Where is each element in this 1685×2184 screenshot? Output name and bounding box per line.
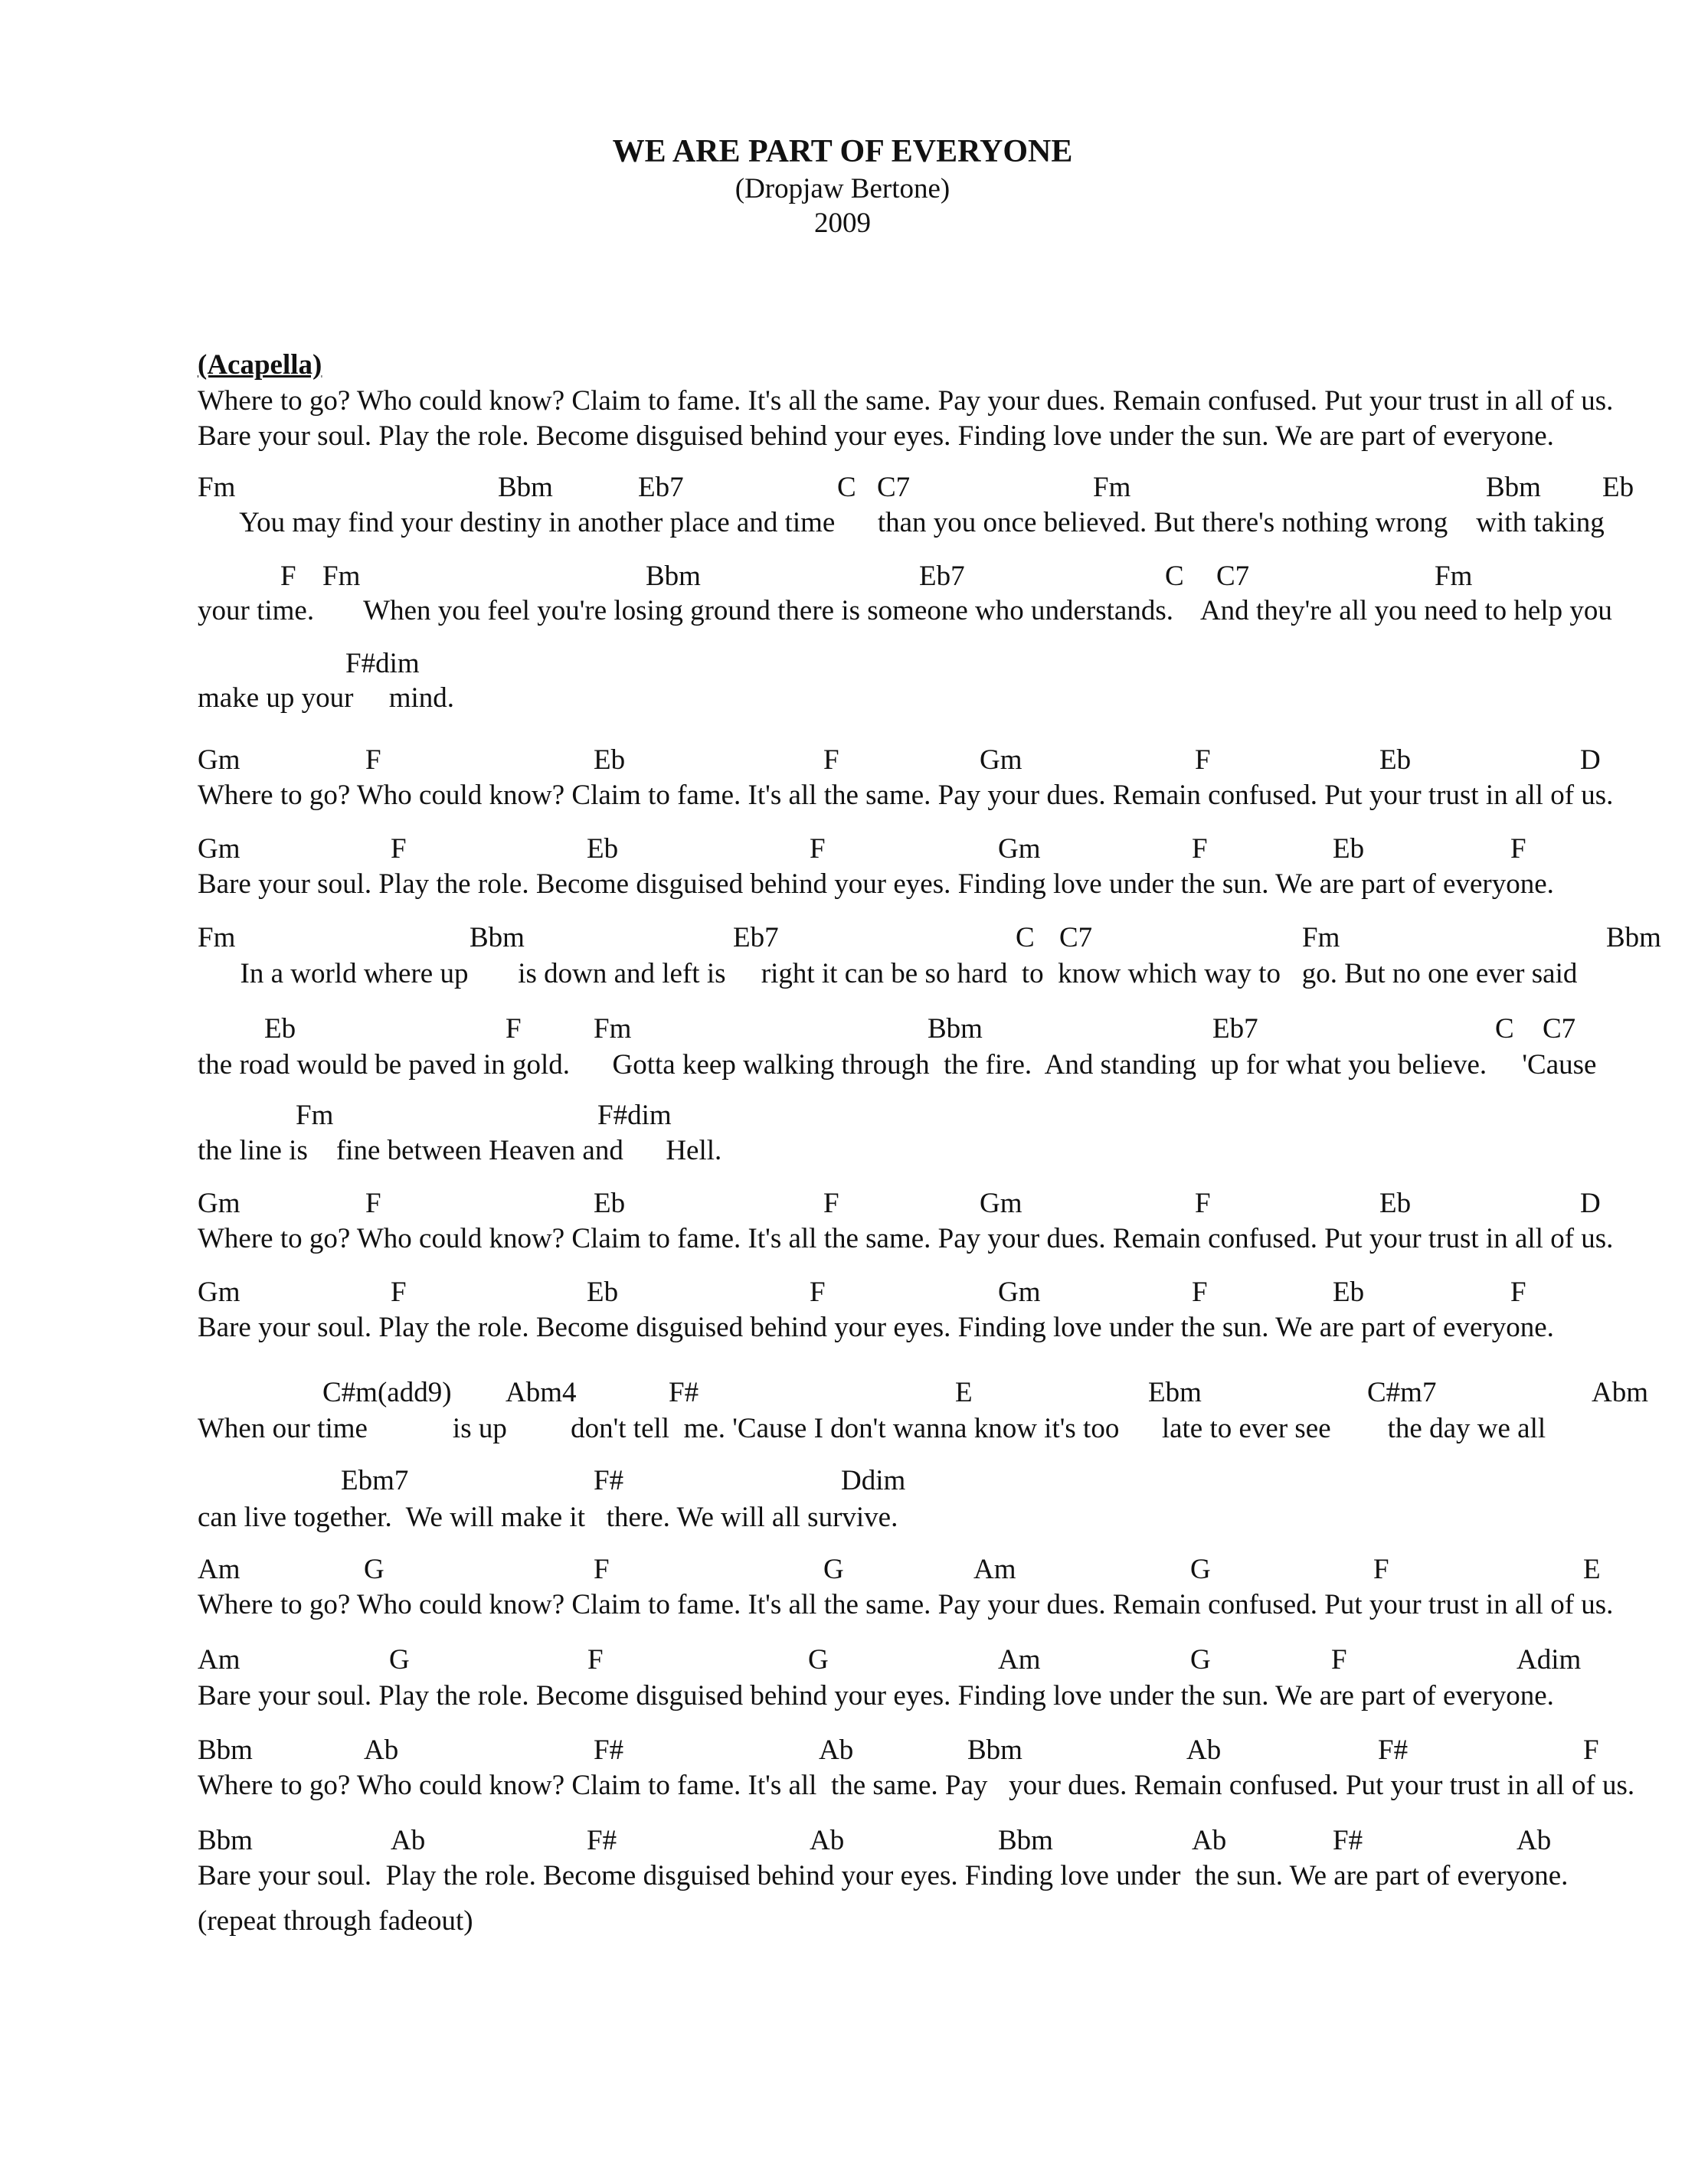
chord-label: C xyxy=(1016,922,1035,953)
chord-label: Bbm xyxy=(967,1734,1022,1766)
chord-label: Eb7 xyxy=(733,922,779,953)
chord-label: Bbm xyxy=(470,922,525,953)
chord-label: F# xyxy=(1333,1825,1363,1856)
chord-label: Eb xyxy=(1333,833,1365,865)
chord-label: Bbm xyxy=(198,1734,253,1766)
chord-label: Ab xyxy=(1516,1825,1552,1856)
chord-label: F xyxy=(391,1277,407,1308)
chord-label: Eb xyxy=(264,1013,296,1045)
chord-label: Eb7 xyxy=(919,561,965,592)
chord-label: Adim xyxy=(1516,1644,1582,1676)
chord-label: Bbm xyxy=(1486,472,1541,503)
lyric-line: the road would be paved in gold. Gotta keep walking through the fire. And standing up for what you believe. 'Cause xyxy=(198,1049,1597,1081)
chord-label: E xyxy=(1583,1554,1601,1585)
chord-label: Bbm xyxy=(998,1825,1053,1856)
lyric-line: make up your mind. xyxy=(198,682,455,714)
chord-label: F xyxy=(1195,744,1211,776)
chord-label: Gm xyxy=(980,1188,1022,1219)
chord-label: Am xyxy=(198,1644,240,1676)
chord-label: D xyxy=(1580,1188,1601,1219)
chord-label: F# xyxy=(594,1465,624,1496)
song-artist: (Dropjaw Bertone) xyxy=(735,173,950,204)
chord-label: F xyxy=(365,744,381,776)
chord-label: F xyxy=(810,833,826,865)
chord-label: Eb xyxy=(1333,1277,1365,1308)
chord-label: F xyxy=(1195,1188,1211,1219)
chord-label: F xyxy=(1583,1734,1599,1766)
chord-label: F xyxy=(391,833,407,865)
chord-label: F# xyxy=(1378,1734,1409,1766)
chord-label: F xyxy=(810,1277,826,1308)
lyric-line: You may find your destiny in another place and time than you once believed. But there's nothing wrong with taking xyxy=(198,507,1605,538)
chord-label: F xyxy=(823,1188,839,1219)
chord-label: Fm xyxy=(198,922,236,953)
chord-label: Eb7 xyxy=(1212,1013,1258,1045)
chord-label: Abm4 xyxy=(506,1377,577,1408)
chord-label: Gm xyxy=(198,744,240,776)
chord-label: F xyxy=(365,1188,381,1219)
chord-label: Ab xyxy=(810,1825,845,1856)
chord-label: Ab xyxy=(364,1734,399,1766)
chord-label: F xyxy=(587,1644,604,1676)
chord-label: Am xyxy=(198,1554,240,1585)
chord-label: Fm xyxy=(1302,922,1340,953)
chord-label: Gm xyxy=(998,833,1041,865)
chord-label: F# xyxy=(594,1734,624,1766)
chord-label: Ebm xyxy=(1148,1377,1202,1408)
chord-label: F# xyxy=(669,1377,699,1408)
chord-label: Gm xyxy=(198,833,240,865)
chord-label: C#m7 xyxy=(1367,1377,1437,1408)
chord-label: Ab xyxy=(1186,1734,1222,1766)
chord-label: F xyxy=(1510,1277,1526,1308)
chord-label: Gm xyxy=(998,1277,1041,1308)
lyric-line: can live together. We will make it there. We will all survive. xyxy=(198,1502,898,1533)
chord-label: Ddim xyxy=(841,1465,906,1496)
chord-label: Bbm xyxy=(928,1013,983,1045)
chord-label: Fm xyxy=(198,472,236,503)
song-title: WE ARE PART OF EVERYONE xyxy=(612,134,1073,169)
chord-label: Ab xyxy=(391,1825,426,1856)
chord-label: Eb xyxy=(1602,472,1634,503)
chord-label: Eb xyxy=(587,833,619,865)
chord-label: D xyxy=(1580,744,1601,776)
lyric-line: Bare your soul. Play the role. Become disguised behind your eyes. Finding love under the sun. We are part of everyone. xyxy=(198,1860,1569,1891)
chord-label: F xyxy=(823,744,839,776)
chord-label: Bbm xyxy=(198,1825,253,1856)
lyric-line: Where to go? Who could know? Claim to fame. It's all the same. Pay your dues. Remain confused. Put your trust in all of us. xyxy=(198,1770,1635,1801)
chord-label: Eb xyxy=(594,1188,626,1219)
chord-label: Fm xyxy=(1435,561,1473,592)
lyric-line: Bare your soul. Play the role. Become disguised behind your eyes. Finding love under the sun. We are part of everyone. xyxy=(198,868,1554,900)
chord-label: Fm xyxy=(296,1100,334,1131)
chord-label: C7 xyxy=(1543,1013,1576,1045)
lyric-line: In a world where up is down and left is right it can be so hard to know which way to go. But no one ever said xyxy=(198,958,1578,989)
chord-label: G xyxy=(364,1554,384,1585)
chord-label: Bbm xyxy=(646,561,701,592)
chord-label: F xyxy=(1192,833,1208,865)
chord-label: C7 xyxy=(1216,561,1250,592)
chord-label: C7 xyxy=(877,472,911,503)
chord-label: E xyxy=(955,1377,973,1408)
chord-label: Am xyxy=(998,1644,1041,1676)
chord-label: F#dim xyxy=(597,1100,672,1131)
chord-label: Gm xyxy=(198,1188,240,1219)
chord-label: Fm xyxy=(1093,472,1131,503)
repeat-note: (repeat through fadeout) xyxy=(198,1905,473,1937)
chord-label: Eb xyxy=(594,744,626,776)
chord-label: Gm xyxy=(980,744,1022,776)
chord-label: Eb xyxy=(587,1277,619,1308)
chord-label: C7 xyxy=(1059,922,1093,953)
chord-label: Ab xyxy=(1192,1825,1227,1856)
lyric-line: Bare your soul. Play the role. Become disguised behind your eyes. Finding love under the sun. We are part of everyone. xyxy=(198,1312,1554,1343)
lyric-line: the line is fine between Heaven and Hell. xyxy=(198,1135,722,1166)
lyric-line: Where to go? Who could know? Claim to fame. It's all the same. Pay your dues. Remain confused. Put your trust in all of us. xyxy=(198,780,1614,811)
chord-label: Abm xyxy=(1592,1377,1648,1408)
chord-label: Fm xyxy=(594,1013,632,1045)
chord-label: Eb7 xyxy=(638,472,684,503)
chord-label: Ebm7 xyxy=(341,1465,409,1496)
chord-label: F xyxy=(594,1554,610,1585)
chord-label: F xyxy=(1373,1554,1389,1585)
section-label-acapella: (Acapella) xyxy=(198,349,322,381)
chord-label: Fm xyxy=(322,561,361,592)
chord-label: C#m(add9) xyxy=(322,1377,452,1408)
lyric-line: Where to go? Who could know? Claim to fame. It's all the same. Pay your dues. Remain confused. Put your trust in all of us. xyxy=(198,1223,1614,1254)
chord-label: G xyxy=(389,1644,410,1676)
chord-label: F xyxy=(1510,833,1526,865)
chord-label: G xyxy=(823,1554,844,1585)
chord-label: C xyxy=(1165,561,1184,592)
song-year: 2009 xyxy=(814,208,871,239)
lyric-line: When our time is up don't tell me. 'Cause I don't wanna know it's too late to ever see the day we all xyxy=(198,1413,1546,1444)
chord-label: Gm xyxy=(198,1277,240,1308)
chord-label: F xyxy=(506,1013,522,1045)
chord-label: Bbm xyxy=(498,472,553,503)
chord-label: F#dim xyxy=(345,648,420,679)
lyric-line: Bare your soul. Play the role. Become disguised behind your eyes. Finding love under the sun. We are part of everyone. xyxy=(198,420,1554,452)
chord-label: F xyxy=(1331,1644,1347,1676)
lyric-line: Bare your soul. Play the role. Become disguised behind your eyes. Finding love under the sun. We are part of everyone. xyxy=(198,1680,1554,1712)
chord-label: Eb xyxy=(1379,744,1412,776)
chord-label: F xyxy=(1192,1277,1208,1308)
chord-label: Bbm xyxy=(1606,922,1661,953)
chord-label: C xyxy=(837,472,856,503)
lyric-line: Where to go? Who could know? Claim to fame. It's all the same. Pay your dues. Remain confused. Put your trust in all of us. xyxy=(198,1589,1614,1620)
chord-label: G xyxy=(808,1644,829,1676)
chord-label: Am xyxy=(973,1554,1016,1585)
chord-label: Eb xyxy=(1379,1188,1412,1219)
chord-label: F# xyxy=(587,1825,617,1856)
chord-label: G xyxy=(1190,1554,1211,1585)
chord-label: G xyxy=(1190,1644,1211,1676)
lyric-line: your time. When you feel you're losing ground there is someone who understands. And they're all you need to help you xyxy=(198,595,1612,626)
chord-label: C xyxy=(1495,1013,1514,1045)
chord-label: Ab xyxy=(819,1734,854,1766)
chord-label: F xyxy=(280,561,296,592)
lyric-line: Where to go? Who could know? Claim to fame. It's all the same. Pay your dues. Remain confused. Put your trust in all of us. xyxy=(198,385,1614,417)
